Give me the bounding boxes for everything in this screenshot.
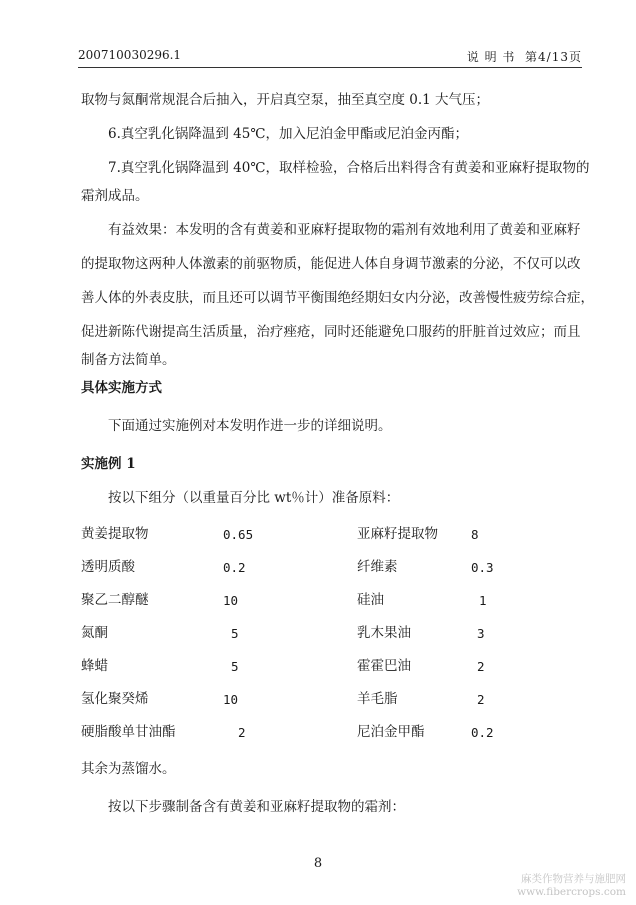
ingredient-name: 氮酮: [81, 625, 108, 641]
ingredient-name: 聚乙二醇醚: [81, 592, 149, 608]
prep-intro: 按以下步骤制备含有黄姜和亚麻籽提取物的霜剂：: [108, 799, 405, 815]
effect-line-4: 促进新陈代谢提高生活质量，治疗痤疮，同时还能避免口服药的肝脏首过效应；而且: [81, 324, 581, 340]
ingredient-amount: 2: [477, 692, 485, 707]
example-heading: 实施例 1: [81, 456, 136, 472]
page-header: [78, 44, 582, 66]
ingredient-amount: 1: [479, 593, 487, 608]
ratio-intro: 按以下组分（以重量百分比 wt％计）准备原料：: [108, 490, 400, 506]
ingredient-amount: 8: [471, 527, 479, 542]
watermark-line-2: www.fibercrops.com: [517, 886, 626, 898]
site-watermark: [517, 873, 626, 899]
ingredient-name: 黄姜提取物: [81, 526, 149, 542]
page-number: 8: [313, 856, 323, 871]
section-heading: 具体实施方式: [81, 380, 162, 396]
ingredient-name: 硬脂酸单甘油酯: [81, 724, 176, 740]
ingredient-amount: 10: [223, 692, 239, 707]
ingredient-name: 纤维素: [357, 559, 398, 575]
ingredient-amount: 0.2: [471, 725, 494, 740]
section-title: 说 明 书: [466, 50, 516, 64]
ingredient-row: [81, 551, 581, 584]
ingredient-row: [81, 584, 581, 617]
ingredient-amount: 10: [223, 593, 239, 608]
effect-line-1: 有益效果：本发明的含有黄姜和亚麻籽提取物的霜剂有效地利用了黄姜和亚麻籽: [108, 222, 581, 238]
ingredient-row: [81, 683, 581, 716]
effect-line-2: 的提取物这两种人体激素的前驱物质，能促进人体自身调节激素的分泌，不仅可以改: [81, 256, 581, 272]
ingredient-list: [81, 518, 581, 749]
watermark-line-1: 麻类作物营养与施肥网: [521, 873, 626, 885]
ingredient-name: 乳木果油: [357, 625, 411, 641]
ingredient-name: 尼泊金甲酯: [357, 724, 425, 740]
ingredient-amount: 5: [231, 659, 239, 674]
ingredient-row: [81, 518, 581, 551]
ingredient-row: [81, 650, 581, 683]
ingredient-row: [81, 716, 581, 749]
header-section-page: [467, 48, 582, 65]
document-number: 200710030296.1: [78, 48, 182, 62]
step-6: 6.真空乳化锅降温到 45℃，加入尼泊金甲酯或尼泊金丙酯；: [108, 126, 468, 142]
ingredient-name: 透明质酸: [81, 559, 135, 575]
effect-line-3: 善人体的外表皮肤，而且还可以调节平衡围绝经期妇女内分泌，改善慢性疲劳综合症，: [81, 290, 594, 306]
ingredient-name: 亚麻籽提取物: [357, 526, 438, 542]
paragraph-continuation: 取物与氮酮常规混合后抽入，开启真空泵，抽至真空度 0.1 大气压；: [81, 92, 490, 108]
ingredient-name: 羊毛脂: [357, 691, 398, 707]
ingredient-amount: 2: [477, 659, 485, 674]
ingredient-name: 硅油: [357, 592, 384, 608]
ingredient-amount: 2: [238, 725, 246, 740]
ingredient-name: 霍霍巴油: [357, 658, 411, 674]
ingredient-amount: 3: [477, 626, 485, 641]
ingredient-amount: 0.2: [223, 560, 246, 575]
remainder-note: 其余为蒸馏水。: [81, 761, 176, 777]
effect-line-5: 制备方法简单。: [81, 352, 176, 368]
ingredient-row: [81, 617, 581, 650]
header-page-indicator: 第4/13页: [525, 50, 582, 64]
document-body: [81, 86, 594, 821]
step-7-line-1: 7.真空乳化锅降温到 40℃，取样检验，合格后出料得含有黄姜和亚麻籽提取物的: [108, 160, 590, 176]
section-intro: 下面通过实施例对本发明作进一步的详细说明。: [108, 418, 392, 434]
ingredient-name: 蜂蜡: [81, 658, 108, 674]
ingredient-amount: 0.3: [471, 560, 494, 575]
ingredient-amount: 5: [231, 626, 239, 641]
ingredient-name: 氢化聚癸烯: [81, 691, 149, 707]
header-divider: [78, 67, 582, 68]
ingredient-amount: 0.65: [223, 527, 254, 542]
step-7-line-2: 霜剂成品。: [81, 188, 149, 204]
